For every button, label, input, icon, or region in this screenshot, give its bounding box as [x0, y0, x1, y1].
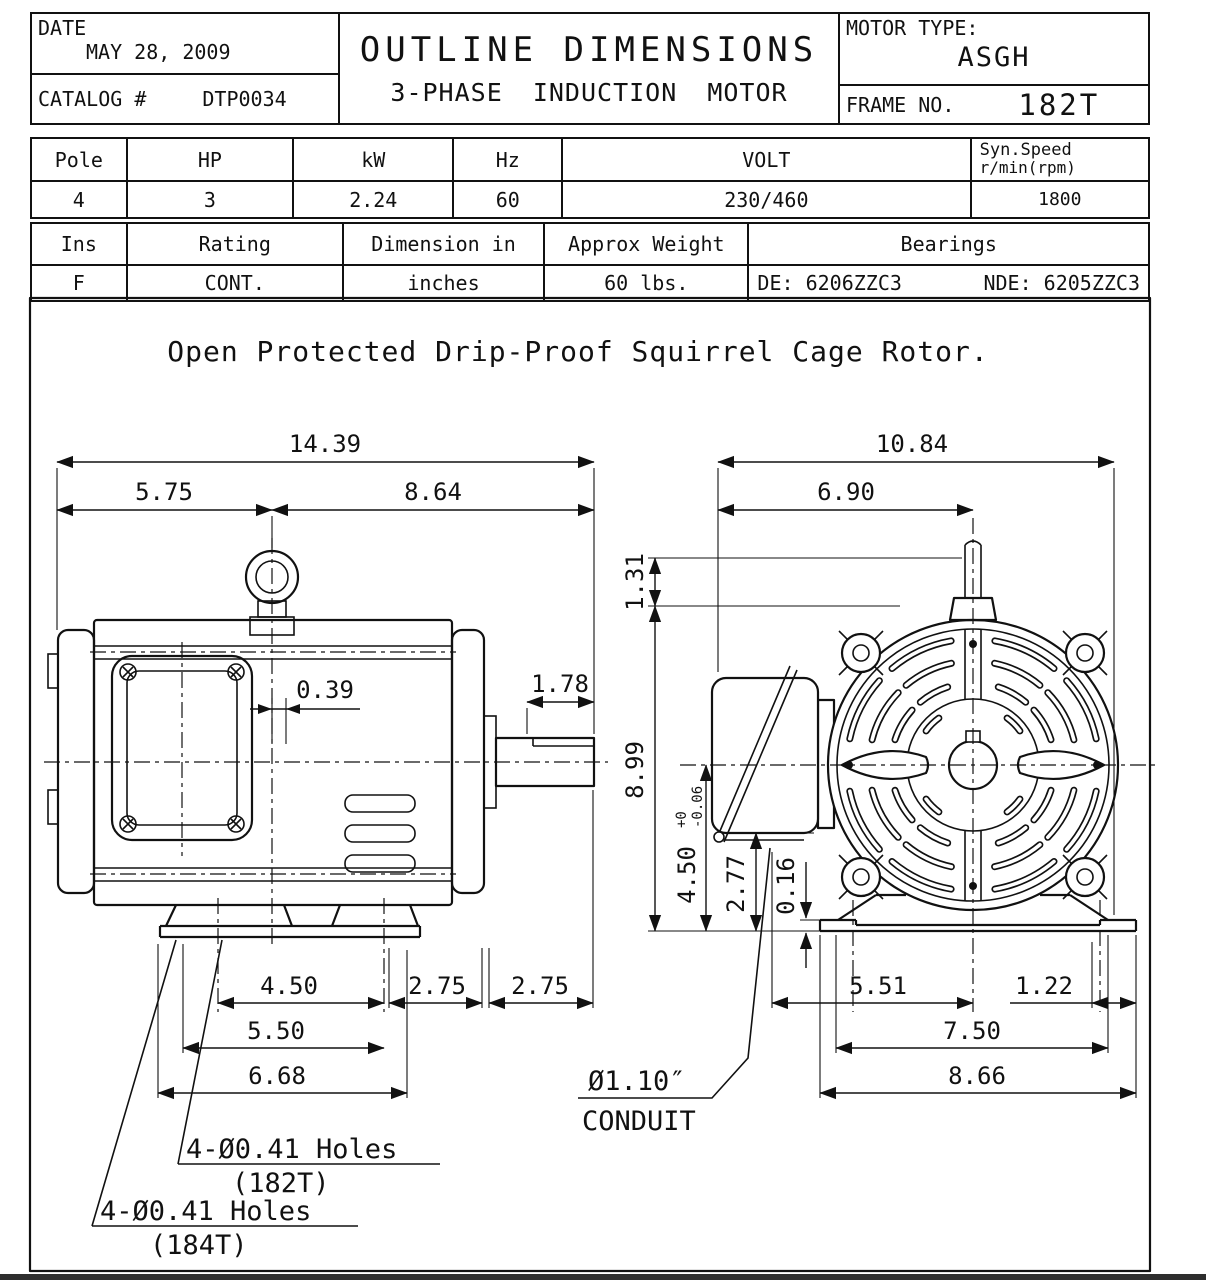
dim-base-width: 8.66: [948, 1062, 1006, 1090]
value-pole: 4: [72, 187, 85, 212]
dim-foot-pad-thickness: 0.16: [772, 857, 800, 915]
end-view: [578, 430, 1160, 1137]
header-syn-speed-line2: r/min(rpm): [979, 158, 1076, 178]
page-subtitle: 3-PHASE INDUCTION MOTOR: [390, 78, 788, 107]
title-block-right: [838, 14, 1148, 123]
note-holes-184t-frame: (184T): [150, 1230, 248, 1261]
value-ins: F: [72, 271, 85, 295]
header-hz: Hz: [452, 139, 561, 180]
end-view-terminal-box: [712, 666, 834, 842]
value-approx-weight: 60 lbs.: [543, 266, 747, 300]
header-bearings: Bearings: [747, 224, 1148, 264]
catalog-label: CATALOG #: [38, 86, 147, 111]
note-holes-182t: 4-Ø0.41 Holes: [186, 1134, 398, 1165]
title-block-center: [338, 14, 838, 123]
header-syn-speed-line1: Syn.Speed: [979, 140, 1072, 161]
dim-shaft-center-height: 4.50: [673, 846, 701, 904]
value-kw: 2.24: [292, 182, 452, 217]
spec-table-mechanical: [30, 222, 1150, 302]
header-volt: VOLT: [561, 139, 970, 180]
header-rating: Rating: [126, 224, 342, 264]
dim-front-to-eyebolt: 5.75: [135, 478, 193, 506]
header-dimension-in: Dimension in: [342, 224, 543, 264]
side-view-feet: [160, 905, 420, 937]
frame-no-value: 182T: [1018, 87, 1101, 122]
dim-foot-hole-span-end: 7.50: [943, 1017, 1001, 1045]
spec-table-2-value-row: [32, 264, 1148, 300]
header-kw: kW: [292, 139, 452, 180]
dim-foot-to-base-edge: 1.22: [1015, 972, 1073, 1000]
dim-base-length-overall: 6.68: [248, 1062, 306, 1090]
header-hp: HP: [126, 139, 292, 180]
dim-shaft-center-height-group: [673, 786, 706, 904]
catalog-cell: [32, 73, 338, 123]
spec-table-1-value-row: [32, 180, 1148, 217]
dim-shaft-tol-lower: -0.06: [690, 785, 706, 828]
dim-overall-width: 10.84: [875, 430, 949, 458]
page-bottom-edge: [0, 1274, 1206, 1280]
spec-table-electrical: [30, 137, 1150, 219]
value-hp: 3: [126, 182, 292, 217]
dim-foot-hole-span: 4.50: [260, 972, 318, 1000]
note-holes-182t-frame: (182T): [232, 1168, 330, 1199]
side-view-centerlines: [44, 538, 608, 1012]
value-rating: CONT.: [126, 266, 342, 300]
header-pole: Pole: [54, 147, 103, 172]
title-block: [30, 12, 1150, 125]
spec-table-1-header-row: [32, 139, 1148, 180]
catalog-value: DTP0034: [202, 86, 287, 111]
value-bearing-nde: NDE: 6205ZZC3: [983, 271, 1140, 295]
note-conduit-dia: Ø1.10″: [588, 1066, 686, 1097]
frame-no-cell: [840, 84, 1148, 123]
dim-body-end-to-shaft-end: 2.75: [511, 972, 569, 1000]
dim-eyebolt-to-shaft-end: 8.64: [404, 478, 462, 506]
dim-overall-height: 8.99: [621, 741, 649, 799]
dim-overall-length: 14.39: [288, 430, 362, 458]
title-block-left: [32, 14, 338, 123]
value-syn-speed: 1800: [970, 182, 1148, 217]
value-hz: 60: [452, 182, 561, 217]
value-volt: 230/460: [561, 182, 970, 217]
dim-eyebolt-height: 1.31: [621, 553, 649, 611]
value-bearing-de: DE: 6206ZZC3: [757, 271, 902, 295]
dim-foot-to-body-end: 2.75: [408, 972, 466, 1000]
date-value: MAY 28, 2009: [86, 40, 231, 64]
description-note: Open Protected Drip-Proof Squirrel Cage Rotor.: [167, 335, 989, 368]
header-ins: Ins: [60, 232, 97, 256]
header-syn-speed: [970, 139, 1148, 180]
date-cell: [32, 14, 338, 73]
side-view: [44, 430, 608, 1261]
dim-conduit-to-center: 5.51: [849, 972, 907, 1000]
frame-no-label: FRAME NO.: [846, 92, 955, 117]
dim-conduit-box-height: 2.77: [722, 855, 750, 913]
dim-shaft-tol-upper: +0: [674, 811, 690, 828]
note-conduit: CONDUIT: [582, 1106, 696, 1137]
motor-type-value: ASGH: [957, 42, 1031, 73]
page-title: OUTLINE DIMENSIONS: [359, 30, 819, 70]
motor-type-label: MOTOR TYPE:: [846, 16, 979, 40]
date-label: DATE: [38, 16, 87, 40]
dim-shaft-extension: 1.78: [531, 670, 589, 698]
dim-eyebolt-offset: 6.90: [817, 478, 875, 506]
header-approx-weight: Approx Weight: [543, 224, 747, 264]
value-dimension-in: inches: [342, 266, 543, 300]
note-holes-184t: 4-Ø0.41 Holes: [100, 1196, 312, 1227]
value-bearings: [747, 266, 1148, 300]
motor-type-cell: [840, 14, 1148, 84]
side-view-vent-slots: [345, 795, 415, 872]
dim-base-length-mid: 5.50: [247, 1017, 305, 1045]
dim-key-offset: 0.39: [296, 676, 354, 704]
spec-table-2-header-row: [32, 224, 1148, 264]
